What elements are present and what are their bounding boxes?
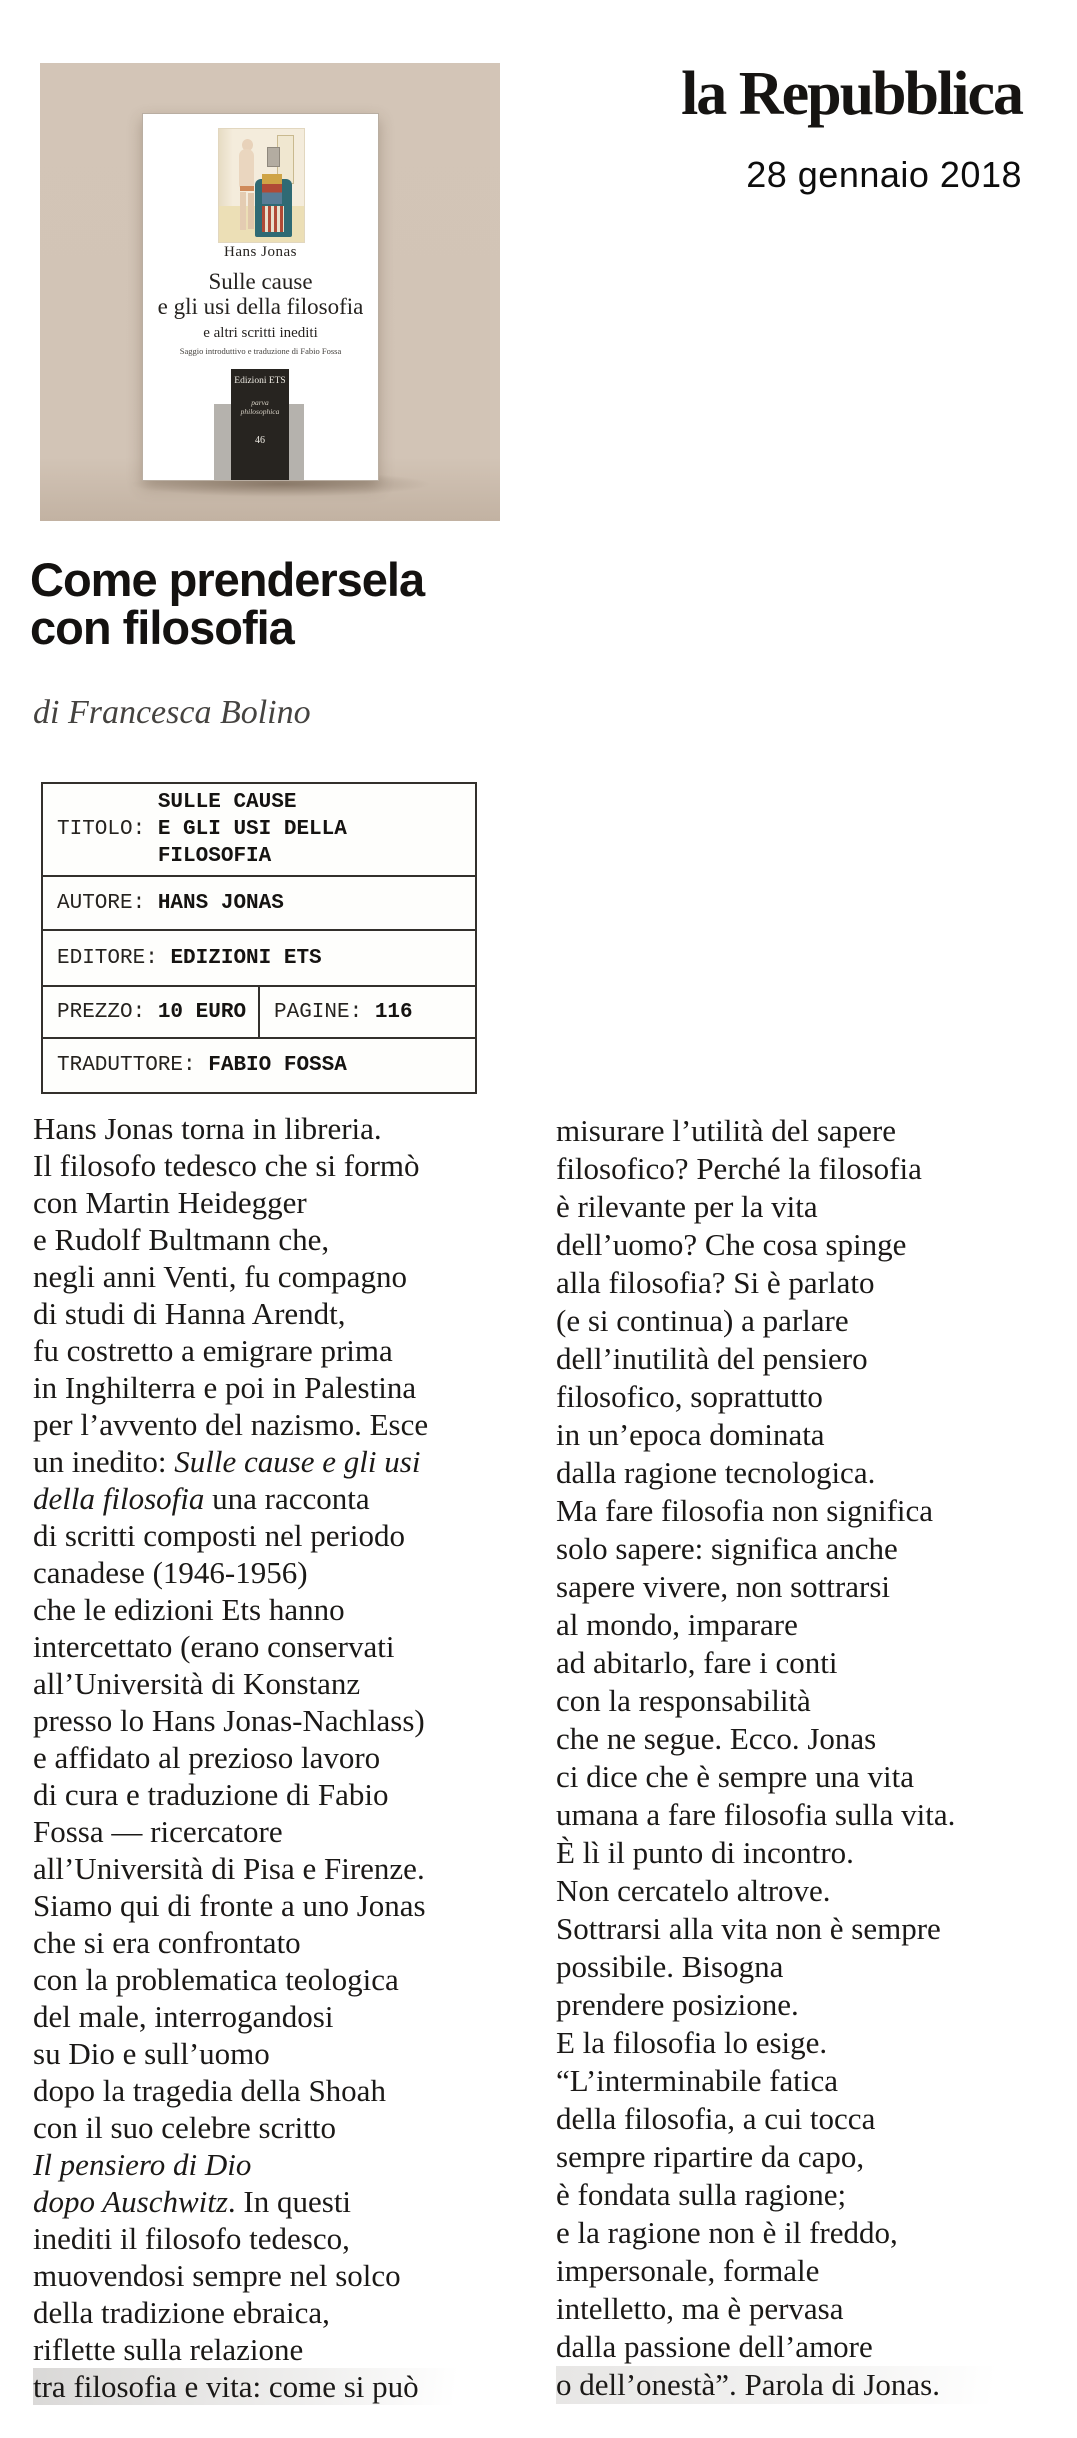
article-line: che le edizioni Ets hanno xyxy=(33,1592,345,1627)
standing-figure-leg xyxy=(240,192,246,230)
info-table-cell xyxy=(43,877,475,929)
cover-title-line-2: e gli usi della filosofia xyxy=(157,294,364,319)
seated-figure-hat xyxy=(267,147,280,167)
article-line: Siamo qui di fronte a uno Jonas xyxy=(33,1888,426,1923)
publisher-name: Edizioni ETS xyxy=(234,376,286,386)
article-line: alla filosofia? Si è parlato xyxy=(556,1265,875,1300)
headline-line-1: Come prendersela xyxy=(30,553,425,606)
article-line: “L’interminabile fatica xyxy=(556,2063,839,2098)
info-value: FABIO FOSSA xyxy=(208,1054,347,1077)
info-label: TITOLO: xyxy=(57,818,146,841)
edition-date: 28 gennaio 2018 xyxy=(746,154,1022,195)
article-column-left xyxy=(33,1110,548,2405)
info-table-cell xyxy=(43,1039,475,1092)
article-line: è fondata sulla ragione; xyxy=(556,2177,847,2212)
article-line: di studi di Hanna Arendt, xyxy=(33,1296,346,1331)
cover-title-line-1: Sulle cause xyxy=(208,269,313,294)
article-line: e Rudolf Bultmann che, xyxy=(33,1222,330,1257)
cover-note: Saggio introduttivo e traduzione di Fabio Fossa xyxy=(179,346,342,356)
info-label: EDITORE: xyxy=(57,946,158,970)
article-line: (e si continua) a parlare xyxy=(556,1303,849,1338)
byline: di Francesca Bolino xyxy=(33,694,311,731)
publisher-box xyxy=(231,369,289,480)
article-line: della filosofia una racconta xyxy=(33,1481,370,1516)
article-line: muovendosi sempre nel solco xyxy=(33,2258,401,2293)
article-line: È lì il punto di incontro. xyxy=(556,1835,854,1870)
article-line: di cura e traduzione di Fabio xyxy=(33,1777,389,1812)
info-value: 116 xyxy=(374,1000,413,1024)
seated-figure-torso xyxy=(262,174,282,204)
article-line: con la problematica teologica xyxy=(33,1962,399,1997)
series-number: 46 xyxy=(255,435,265,446)
article-line: Il filosofo tedesco che si formò xyxy=(33,1148,420,1183)
article-line: canadese (1946-1956) xyxy=(33,1555,308,1590)
article-line: umana a fare filosofia sulla vita. xyxy=(556,1797,956,1832)
info-table-cell xyxy=(43,987,258,1037)
masthead-block xyxy=(681,60,1022,196)
article-column-right xyxy=(556,1112,1071,2404)
info-table xyxy=(41,782,477,1094)
article-line: ad abitarlo, fare i conti xyxy=(556,1645,838,1680)
series-name-line: philosophica xyxy=(240,407,280,416)
article-line: inediti il filosofo tedesco, xyxy=(33,2221,350,2256)
article-line: con Martin Heidegger xyxy=(33,1185,307,1220)
standing-figure-cloth xyxy=(240,186,254,191)
wall-corner xyxy=(219,129,233,208)
article-line: prendere posizione. xyxy=(556,1987,799,2022)
article-line: e la ragione non è il freddo, xyxy=(556,2215,898,2250)
article-line: al mondo, imparare xyxy=(556,1607,798,1642)
article-line: in un’epoca dominata xyxy=(556,1417,825,1452)
seated-figure-legs xyxy=(262,206,284,232)
article-line: che ne segue. Ecco. Jonas xyxy=(556,1721,877,1756)
series-name xyxy=(231,398,289,416)
article-line: Fossa — ricercatore xyxy=(33,1814,283,1849)
article-line: dalla passione dell’amore xyxy=(556,2329,873,2364)
article-line: solo sapere: significa anche xyxy=(556,1531,898,1566)
article-line: su Dio e sull’uomo xyxy=(33,2036,270,2071)
info-label: AUTORE: xyxy=(57,891,146,915)
article-line: E la filosofia lo esige. xyxy=(556,2025,828,2060)
article-line: riflette sulla relazione xyxy=(33,2332,304,2367)
article-line: che si era confrontato xyxy=(33,1925,301,1960)
article-line: con il suo celebre scritto xyxy=(33,2110,337,2145)
article-line: sapere vivere, non sottrarsi xyxy=(556,1569,890,1604)
article-line: intercettato (erano conservati xyxy=(33,1629,395,1664)
article-line: tra filosofia e vita: come si può xyxy=(33,2368,548,2405)
standing-figure-leg xyxy=(248,193,254,229)
article-line: per l’avvento del nazismo. Esce xyxy=(33,1407,429,1442)
article-line: della tradizione ebraica, xyxy=(33,2295,330,2330)
article-line: ci dice che è sempre una vita xyxy=(556,1759,915,1794)
cover-author: Hans Jonas xyxy=(224,244,297,260)
article-line: impersonale, formale xyxy=(556,2253,820,2288)
article-line: sempre ripartire da capo, xyxy=(556,2139,865,2174)
article-line: Sottrarsi alla vita non è sempre xyxy=(556,1911,941,1946)
info-table-row xyxy=(43,784,475,875)
info-label: TRADUTTORE: xyxy=(57,1054,196,1077)
article-line: Hans Jonas torna in libreria. xyxy=(33,1111,382,1146)
article-line: un inedito: Sulle cause e gli usi xyxy=(33,1444,421,1479)
article-line: negli anni Venti, fu compagno xyxy=(33,1259,407,1294)
info-table-row xyxy=(43,929,475,985)
article-line: intelletto, ma è pervasa xyxy=(556,2291,844,2326)
article-line: dell’uomo? Che cosa spinge xyxy=(556,1227,907,1262)
cover-illustration xyxy=(218,128,305,243)
info-value: EDIZIONI ETS xyxy=(170,946,322,970)
headline xyxy=(30,553,425,654)
info-value: HANS JONAS xyxy=(157,891,284,915)
article-line: filosofico? Perché la filosofia xyxy=(556,1151,922,1186)
info-label: PAGINE: xyxy=(274,1000,363,1024)
la-repubblica-masthead: la Repubblica xyxy=(681,60,1022,128)
info-value: SULLE CAUSE E GLI USI DELLA FILOSOFIA xyxy=(157,791,347,868)
info-table-row xyxy=(43,1037,475,1092)
book-cover xyxy=(142,113,379,481)
article-line: e affidato al prezioso lavoro xyxy=(33,1740,381,1775)
article-line: dopo la tragedia della Shoah xyxy=(33,2073,386,2108)
article-line: o dell’onestà”. Parola di Jonas. xyxy=(556,2366,1071,2404)
headline-line-2: con filosofia xyxy=(30,601,294,654)
article-line: presso lo Hans Jonas-Nachlass) xyxy=(33,1703,425,1738)
info-table-row xyxy=(43,875,475,929)
article-line: dalla ragione tecnologica. xyxy=(556,1455,876,1490)
article-line: all’Università di Konstanz xyxy=(33,1666,361,1701)
article-line: all’Università di Pisa e Firenze. xyxy=(33,1851,425,1886)
article-line: Il pensiero di Dio xyxy=(33,2147,252,2182)
info-value: 10 EURO xyxy=(157,1000,247,1024)
article-line: fu costretto a emigrare prima xyxy=(33,1333,393,1368)
info-table-cell xyxy=(258,987,475,1037)
article-line: in Inghilterra e poi in Palestina xyxy=(33,1370,417,1405)
book-photo xyxy=(40,63,500,521)
article-line: dell’inutilità del pensiero xyxy=(556,1341,868,1376)
article-line: possibile. Bisogna xyxy=(556,1949,784,1984)
info-table-row xyxy=(43,985,475,1037)
article-line: della filosofia, a cui tocca xyxy=(556,2101,876,2136)
article-line: misurare l’utilità del sapere xyxy=(556,1113,897,1148)
article-line: con la responsabilità xyxy=(556,1683,811,1718)
info-table-cell xyxy=(43,931,475,985)
info-table-cell xyxy=(43,784,475,875)
article-line: del male, interrogandosi xyxy=(33,1999,334,2034)
article-line: filosofico, soprattutto xyxy=(556,1379,823,1414)
article-line: Ma fare filosofia non significa xyxy=(556,1493,934,1528)
article-line: di scritti composti nel periodo xyxy=(33,1518,405,1553)
article-line: è rilevante per la vita xyxy=(556,1189,818,1224)
series-name-line: parva xyxy=(251,398,269,407)
cover-subtitle: e altri scritti inediti xyxy=(203,325,318,341)
article-line: dopo Auschwitz. In questi xyxy=(33,2184,352,2219)
info-label: PREZZO: xyxy=(57,1000,146,1024)
article-line: Non cercatelo altrove. xyxy=(556,1873,831,1908)
